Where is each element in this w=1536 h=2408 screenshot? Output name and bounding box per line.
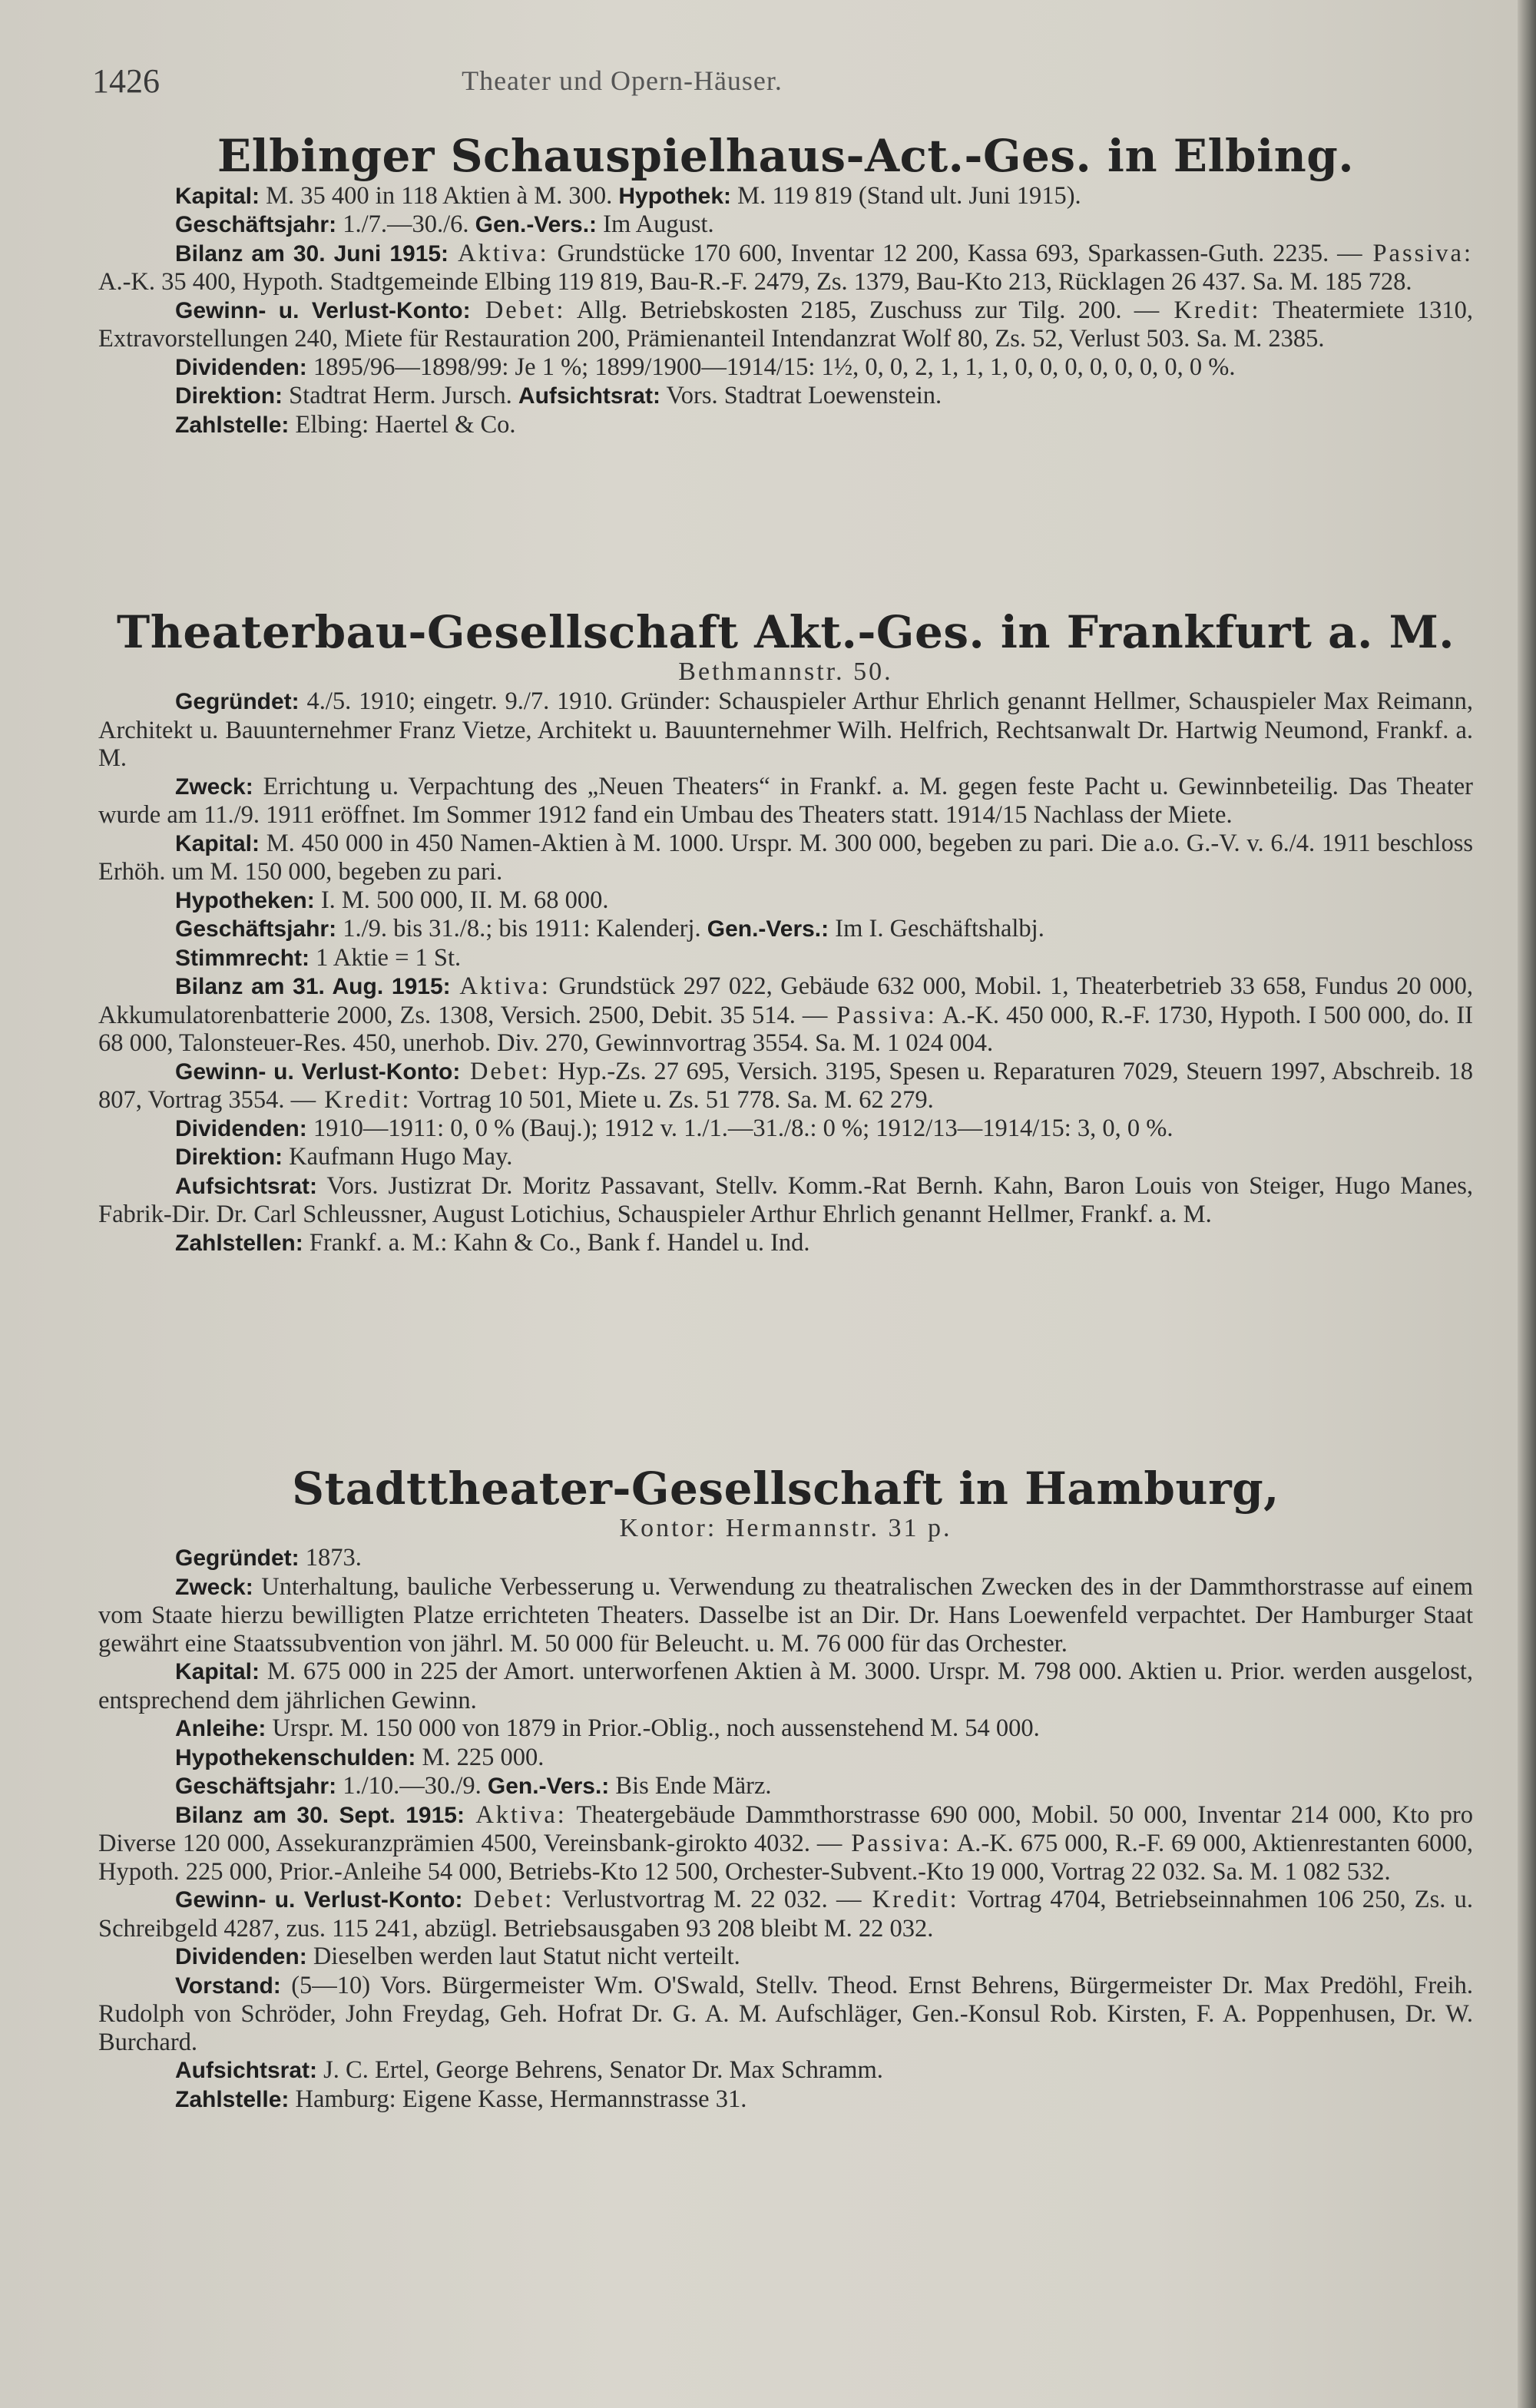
field-label: Bilanz am 31. Aug. 1915:	[175, 974, 451, 1000]
field-label: Gen.-Vers.:	[707, 916, 829, 942]
entry-paragraph	[98, 2085, 1473, 2115]
entry-paragraph	[98, 773, 1473, 830]
company-entry-elbing	[98, 131, 1473, 439]
field-label: Dividenden:	[175, 1944, 307, 1970]
field-text: Grundstücke 170 600, Inventar 12 200, Kassa 693, Sparkassen-Guth. 2235. —	[548, 239, 1362, 267]
field-label: Gewinn- u. Verlust-Konto:	[175, 297, 471, 323]
field-text: 1./9. bis 31./8.; bis 1911: Kalenderj.	[336, 915, 707, 943]
spaced-label: Aktiva:	[450, 972, 551, 1001]
field-text: 1 Aktie = 1 St.	[310, 943, 462, 972]
field-label: Zahlstelle:	[175, 412, 290, 438]
field-text: Im August.	[597, 210, 714, 239]
field-text: M. 35 400 in 118 Aktien à M. 300.	[260, 181, 619, 210]
page-number: 1426	[92, 62, 160, 100]
company-title: Stadttheater-Gesellschaft in Hamburg,	[292, 1462, 1279, 1515]
field-text: M. 675 000 in 225 der Amort. unterworfenen Aktien à M. 3000. Urspr. M. 798 000. Aktien u. Prior. werden ausgelost, entsprechend dem jährlichen Gewinn.	[98, 1658, 1473, 1714]
entry-paragraph	[98, 2056, 1473, 2085]
entry-paragraph	[98, 382, 1473, 411]
field-label: Gegründet:	[175, 689, 300, 715]
field-text: Kaufmann Hugo May.	[283, 1143, 513, 1171]
company-address: Bethmannstr. 50.	[678, 657, 893, 686]
entry-paragraph	[98, 972, 1473, 1058]
field-text: 1910—1911: 0, 0 % (Bauj.); 1912 v. 1./1.—31./8.: 0 %; 1912/13—1914/15: 3, 0, 0 %.	[306, 1114, 1174, 1142]
field-label: Kapital:	[175, 183, 260, 209]
field-text: Hyp.-Zs. 27 695, Versich. 3195, Spesen u. Reparaturen 7029, Steuern 1997, Abschreib. 18 807, Vortrag 3554. —	[98, 1057, 1473, 1115]
field-label: Direktion:	[175, 1144, 283, 1171]
entry-paragraph	[98, 182, 1473, 211]
field-label: Stimmrecht:	[175, 945, 310, 971]
field-label: Gegründet:	[175, 1545, 300, 1572]
spaced-label: Kredit:	[861, 1886, 959, 1914]
entry-paragraph	[98, 296, 1473, 353]
field-label: Aufsichtsrat:	[175, 1173, 318, 1199]
spaced-label: Passiva:	[1362, 239, 1473, 267]
spaced-label: Debet:	[460, 1057, 551, 1085]
field-text: M. 119 819 (Stand ult. Juni 1915).	[731, 181, 1081, 210]
field-text: M. 450 000 in 450 Namen-Aktien à M. 1000. Urspr. M. 300 000, begeben zu pari. Die a.o. G.-V. v. 6./4. 1911 beschloss Erhöh. um M. 150 000, begeben zu pari.	[98, 829, 1473, 886]
field-label: Gewinn- u. Verlust-Konto:	[175, 1058, 461, 1085]
field-text: 1./7.—30./6.	[336, 210, 475, 239]
entry-paragraph	[98, 1143, 1473, 1172]
entry-paragraph	[98, 1801, 1473, 1886]
entry-paragraph	[98, 210, 1473, 240]
field-text: Unterhaltung, bauliche Verbesserung u. Verwendung zu theatralischen Zwecken des in der Dammthorstrasse auf einem vom Staate hierzu bewilligten Platze errichteten Theaters. Dasselbe ist an Dir. Dr. Hans Loewenfeld verpachtet. Der Hamburger Staat gewährt eine Staatssubvention von jährl. M. 50 000 für Beleucht. u. M. 76 000 für das Orchester.	[98, 1572, 1473, 1658]
field-text: A.-K. 675 000, R.-F. 69 000, Aktienrestanten 6000, Hypoth. 225 000, Prior.-Anleihe 54 000, Betriebs-Kto 12 500, Orchester-Subvent.-Kto 19 000, Vortrag 22 032. Sa. M. 1 082 532.	[98, 1830, 1473, 1886]
entry-paragraph	[98, 1972, 1473, 2057]
field-text: A.-K. 450 000, R.-F. 1730, Hypoth. I 500 000, do. II 68 000, Talonsteuer-Res. 450, unerhob. Div. 270, Gewinnvortrag 3554. Sa. M. 1 024 004.	[98, 1001, 1473, 1058]
field-text: Hamburg: Eigene Kasse, Hermannstrasse 31.	[289, 2085, 747, 2113]
field-text: Vors. Stadtrat Loewenstein.	[660, 382, 942, 410]
entry-paragraph	[98, 1772, 1473, 1801]
field-label: Zweck:	[175, 773, 253, 800]
field-text: J. C. Ertel, George Behrens, Senator Dr. Max Schramm.	[317, 2056, 883, 2085]
entry-paragraph	[98, 1744, 1473, 1773]
company-address: Kontor: Hermannstr. 31 p.	[619, 1513, 952, 1542]
field-label: Direktion:	[175, 383, 283, 409]
field-text: Allg. Betriebskosten 2185, Zuschuss zur Tilg. 200. —	[565, 296, 1160, 324]
field-text: Vortrag 4704, Betriebseinnahmen 106 250, Zs. u. Schreibgeld 4287, zus. 115 241, abzügl. Betriebsausgaben 93 208 bleibt M. 22 032.	[98, 1886, 1473, 1943]
field-label: Gewinn- u. Verlust-Konto:	[175, 1887, 463, 1913]
page-edge-shadow	[1518, 0, 1536, 2408]
spaced-label: Debet:	[470, 296, 566, 324]
field-label: Dividenden:	[175, 354, 307, 380]
field-label: Bilanz am 30. Sept. 1915:	[175, 1802, 465, 1828]
spaced-label: Kredit:	[316, 1086, 412, 1115]
entry-paragraph	[98, 830, 1473, 886]
entry-paragraph	[98, 353, 1473, 383]
entry-body	[98, 182, 1473, 440]
field-text: Elbing: Haertel & Co.	[289, 410, 516, 439]
company-entry-hamburg	[98, 1463, 1473, 2114]
field-label: Zahlstellen:	[175, 1230, 303, 1256]
entry-paragraph	[98, 1573, 1473, 1658]
field-label: Kapital:	[175, 1659, 260, 1685]
company-title: Elbinger Schauspielhaus-Act.-Ges. in Elbing.	[217, 130, 1355, 182]
spaced-label: Aktiva:	[464, 1800, 567, 1829]
field-text: Grundstück 297 022, Gebäude 632 000, Mobil. 1, Theaterbetrieb 33 658, Fundus 20 000, Akkumulatorenbatterie 2000, Zs. 1308, Versich. 2500, Debit. 35 514. —	[98, 972, 1473, 1029]
field-label: Zweck:	[175, 1574, 253, 1600]
field-label: Anleihe:	[175, 1716, 266, 1742]
entry-paragraph	[98, 915, 1473, 944]
field-label: Bilanz am 30. Juni 1915:	[175, 240, 449, 267]
spaced-label: Aktiva:	[449, 239, 549, 267]
entry-body	[98, 1544, 1473, 2114]
field-label: Hypothek:	[618, 183, 732, 209]
spaced-label: Debet:	[462, 1886, 554, 1914]
spaced-label: Kredit:	[1159, 296, 1261, 324]
entry-paragraph	[98, 411, 1473, 440]
field-text: Bis Ende März.	[609, 1772, 772, 1800]
entry-paragraph	[98, 1943, 1473, 1972]
field-text: Vors. Justizrat Dr. Moritz Passavant, Stellv. Komm.-Rat Bernh. Kahn, Baron Louis von Steiger, Hugo Manes, Fabrik-Dir. Dr. Carl Schleussner, August Lotichius, Schauspieler Arthur Ehrlich genannt Hellmer, Frankf. a. M.	[98, 1171, 1473, 1229]
field-label: Dividenden:	[175, 1115, 307, 1141]
field-text: Frankf. a. M.: Kahn & Co., Bank f. Handel u. Ind.	[303, 1228, 810, 1257]
field-text: Errichtung u. Verpachtung des „Neuen Theaters“ in Frankf. a. M. gegen feste Pacht u. Gewinnbeteilig. Das Theater wurde am 11./9. 1911 eröffnet. Im Sommer 1912 fand ein Umbau des Theaters statt. 1914/15 Nachlass der Miete.	[98, 772, 1473, 830]
field-label: Geschäftsjahr:	[175, 212, 337, 238]
field-text: Stadtrat Herm. Jursch.	[283, 382, 518, 410]
field-text: Theatergebäude Dammthorstrasse 690 000, Mobil. 50 000, Inventar 214 000, Kto pro Diverse 120 000, Assekuranzprämien 4500, Vereinsbank-girokto 4032. —	[98, 1800, 1474, 1858]
entry-paragraph	[98, 944, 1473, 973]
entry-paragraph	[98, 1115, 1473, 1144]
field-text: 1895/96—1898/99: Je 1 %; 1899/1900—1914/15: 1½, 0, 0, 2, 1, 1, 1, 0, 0, 0, 0, 0, 0, 0, 0 %.	[306, 353, 1236, 381]
field-label: Aufsichtsrat:	[175, 2058, 318, 2084]
field-text: Im I. Geschäftshalbj.	[829, 915, 1044, 943]
running-head	[0, 61, 1536, 108]
field-label: Kapital:	[175, 830, 260, 856]
field-text: I. M. 500 000, II. M. 68 000.	[314, 886, 609, 914]
entry-paragraph	[98, 1714, 1473, 1744]
entry-paragraph	[98, 1229, 1473, 1258]
entry-paragraph	[98, 240, 1473, 296]
running-header-title: Theater und Opern-Häuser.	[462, 65, 783, 96]
field-label: Gen.-Vers.:	[487, 1774, 610, 1800]
field-text: (5—10) Vors. Bürgermeister Wm. O'Swald, Stellv. Theod. Ernst Behrens, Bürgermeister Dr. Max Predöhl, Freih. Rudolph von Schröder, John Freydag, Geh. Hofrat Dr. G. A. M. Aufschläger, Gen.-Konsul Rob. Kirsten, F. A. Poppenhusen, Dr. W. Burchard.	[98, 1971, 1473, 2056]
field-text: Theatermiete 1310, Extravorstellungen 240, Miete für Restauration 200, Prämienanteil Intendanzrat Wolf 80, Zs. 52, Verlust 503. Sa. M. 2385.	[98, 296, 1474, 353]
entry-paragraph	[98, 1886, 1473, 1943]
company-entry-frankfurt	[98, 607, 1473, 1257]
field-text: Verlustvortrag M. 22 032. —	[554, 1886, 862, 1914]
entry-paragraph	[98, 1172, 1473, 1229]
field-label: Hypotheken:	[175, 887, 315, 913]
field-text: A.-K. 35 400, Hypoth. Stadtgemeinde Elbing 119 819, Bau-R.-F. 2479, Zs. 1379, Bau-Kto 213, Rücklagen 26 437. Sa. M. 185 728.	[98, 268, 1412, 296]
field-text: 4./5. 1910; eingetr. 9./7. 1910. Gründer: Schauspieler Arthur Ehrlich genannt Hellmer, Schauspieler Max Reimann, Architekt u. Bauunternehmer Franz Vietze, Architekt u. Bauunternehmer Wilh. Helfrich, Rechtsanwalt Dr. Hartwig Neumond, Frankf. a. M.	[98, 687, 1473, 773]
entry-paragraph	[98, 1544, 1473, 1573]
entry-paragraph	[98, 687, 1473, 773]
field-text: 1./10.—30./9.	[336, 1772, 488, 1800]
field-label: Vorstand:	[175, 1972, 281, 1999]
field-text: M. 225 000.	[415, 1743, 545, 1771]
field-label: Zahlstelle:	[175, 2086, 290, 2112]
field-label: Gen.-Vers.:	[475, 212, 598, 238]
field-label: Hypothekenschulden:	[175, 1744, 416, 1770]
spaced-label: Passiva:	[827, 1001, 937, 1029]
field-label: Geschäftsjahr:	[175, 1774, 337, 1800]
field-text: Urspr. M. 150 000 von 1879 in Prior.-Oblig., noch aussenstehend M. 54 000.	[266, 1714, 1040, 1743]
field-text: Vortrag 10 501, Miete u. Zs. 51 778. Sa. M. 62 279.	[411, 1086, 934, 1115]
entry-paragraph	[98, 1058, 1473, 1115]
field-label: Geschäftsjahr:	[175, 916, 337, 942]
field-text: Dieselben werden laut Statut nicht verteilt.	[306, 1943, 740, 1971]
field-label: Aufsichtsrat:	[518, 383, 660, 409]
spaced-label: Passiva:	[842, 1830, 952, 1858]
company-title: Theaterbau-Gesellschaft Akt.-Ges. in Frankfurt a. M.	[117, 606, 1455, 658]
entry-body	[98, 687, 1473, 1257]
entry-paragraph	[98, 1658, 1473, 1714]
field-text: 1873.	[299, 1544, 362, 1572]
entry-paragraph	[98, 886, 1473, 916]
